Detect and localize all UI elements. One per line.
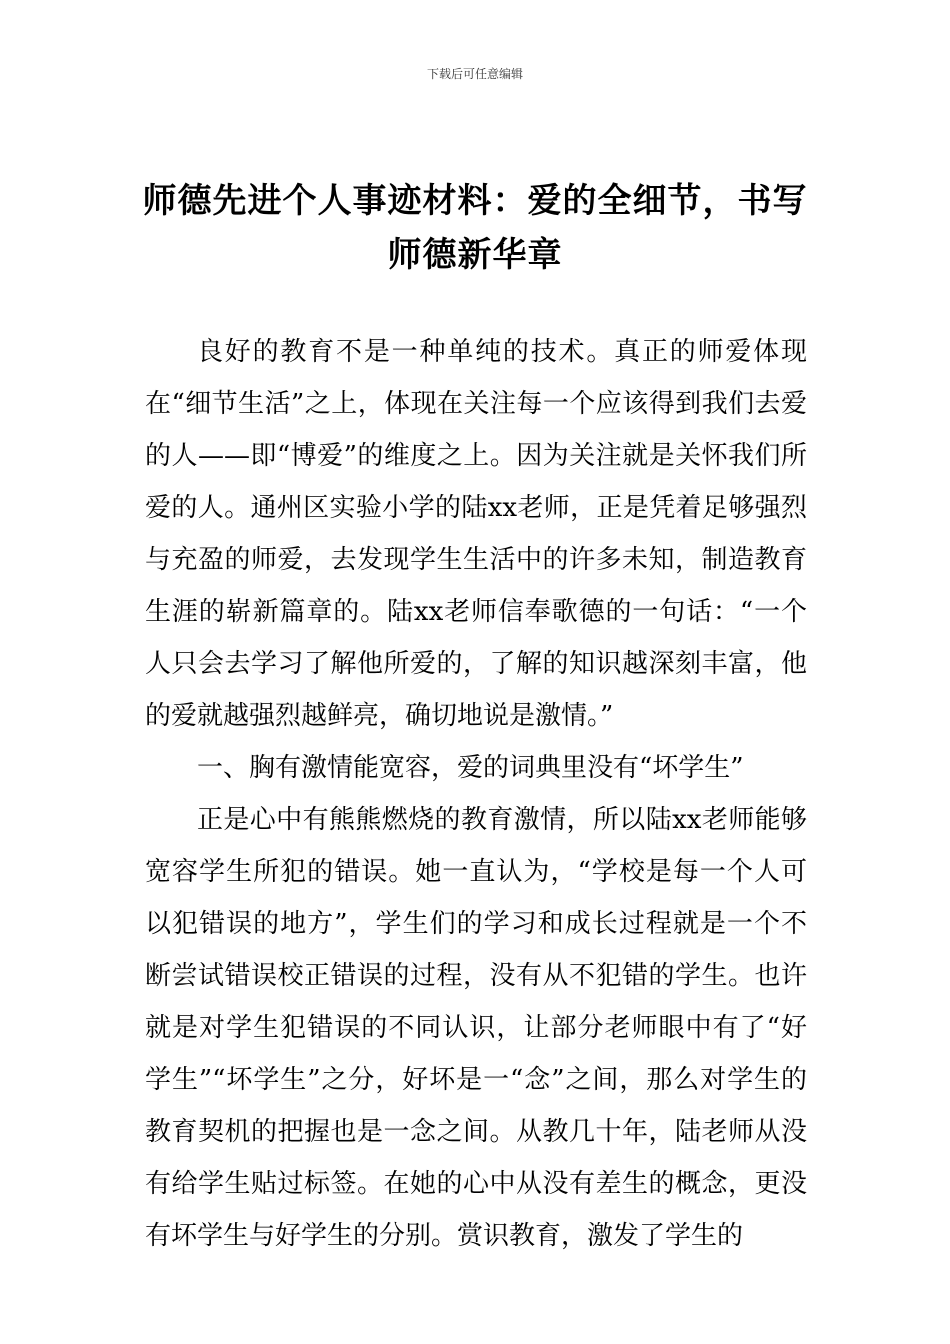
document-body: [145, 326, 807, 1262]
section-heading: 一、胸有激情能宽容，爱的词典里没有“坏学生”: [197, 753, 744, 783]
download-note: 下载后可任意编辑: [426, 67, 523, 81]
page-title: 师德先进个人事迹材料：爱的全细节，书写师德新华章: [142, 181, 808, 275]
paragraph-intro: 良好的教育不是一种单纯的技术。真正的师爱体现在“细节生活”之上，体现在关注每一个应该得到我们去爱的人——即“博爱”的维度之上。因为关注就是关怀我们所爱的人。通州区实验小学的陆xx老师，正是凭着足够强烈与充盈的师爱，去发现学生生活中的许多未知，制造教育生涯的崭新篇章的。陆xx老师信奉歌德的一句话：“一个人只会去学习了解他所爱的，了解的知识越深刻丰富，他的爱就越强烈越鲜亮，确切地说是激情。”: [145, 337, 807, 731]
paragraph-section-one: 正是心中有熊熊燃烧的教育激情，所以陆xx老师能够宽容学生所犯的错误。她一直认为，“学校是每一个人可以犯错误的地方”，学生们的学习和成长过程就是一个不断尝试错误校正错误的过程，没有从不犯错的学生。也许就是对学生犯错误的不同认识，让部分老师眼中有了“好学生”“坏学生”之分，好坏是一“念”之间，那么对学生的教育契机的把握也是一念之间。从教几十年，陆老师从没有给学生贴过标签。在她的心中从没有差生的概念，更没有坏学生与好学生的分别。赏识教育，激发了学生的: [145, 805, 807, 1251]
